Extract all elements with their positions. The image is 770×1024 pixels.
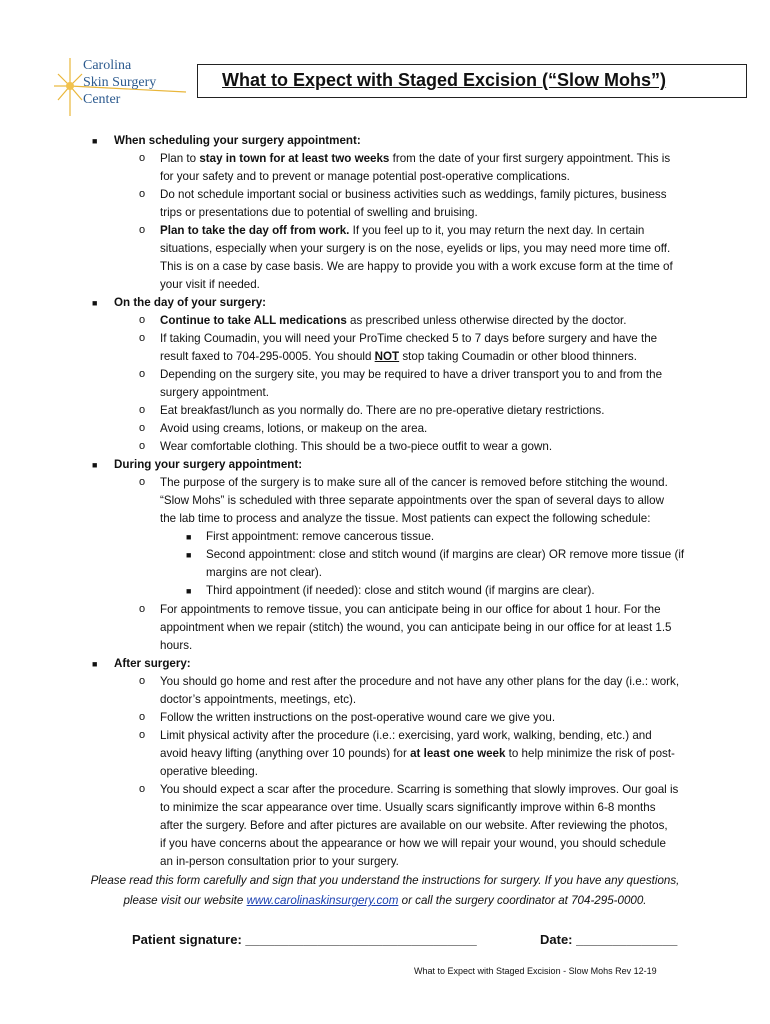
list-item: Avoid using creams, lotions, or makeup on the area. xyxy=(160,422,428,435)
list-item: Wear comfortable clothing. This should be a two-piece outfit to wear a gown. xyxy=(160,440,553,453)
date-field[interactable]: Date: ______________ xyxy=(540,932,678,947)
section-heading: After surgery: xyxy=(114,657,191,670)
list-item-cont: if you have concerns about the appearance or how we will repair your wound, you should schedule xyxy=(160,837,666,850)
list-item-cont: after the surgery. Before and after pictures are available on our website. After reviewing the photos, xyxy=(160,819,668,832)
website-link[interactable]: www.carolinaskinsurgery.com xyxy=(246,894,399,907)
list-item: You should expect a scar after the procedure. Scarring is something that slowly improves. Our goal is xyxy=(160,783,679,796)
bullet-icon: ■ xyxy=(92,659,98,669)
logo-line-1: Carolina xyxy=(83,58,132,73)
bullet-icon: ■ xyxy=(92,298,98,308)
logo-line-3: Center xyxy=(83,92,121,107)
patient-signature-field[interactable]: Patient signature: ________________________________ xyxy=(132,932,477,947)
sub-list-item-cont: margins are not clear). xyxy=(206,566,322,579)
logo-line-2: Skin Surgery xyxy=(83,75,157,90)
list-item: If taking Coumadin, you will need your ProTime checked 5 to 7 days before surgery and have the xyxy=(160,332,658,345)
list-item: Follow the written instructions on the post-operative wound care we give you. xyxy=(160,711,556,724)
circle-bullet-icon: o xyxy=(139,729,146,741)
circle-bullet-icon: o xyxy=(139,404,146,416)
sub-bullet-icon: ■ xyxy=(186,586,192,596)
list-item: Do not schedule important social or business activities such as weddings, family pictures, business xyxy=(160,188,667,201)
list-item-cont: “Slow Mohs” is scheduled with three separate appointments over the span of several days to allow xyxy=(160,494,664,507)
clinic-logo xyxy=(48,56,188,118)
circle-bullet-icon: o xyxy=(139,314,146,326)
circle-bullet-icon: o xyxy=(139,224,146,236)
list-item: You should go home and rest after the procedure and not have any other plans for the day (i.e.: work, xyxy=(160,675,680,688)
page-title: What to Expect with Staged Excision (“Slow Mohs”) xyxy=(222,70,667,90)
circle-bullet-icon: o xyxy=(139,152,146,164)
bullet-icon: ■ xyxy=(92,136,98,146)
list-item: For appointments to remove tissue, you can anticipate being in our office for about 1 hour. For the xyxy=(160,603,661,616)
circle-bullet-icon: o xyxy=(139,476,146,488)
section-heading: When scheduling your surgery appointment: xyxy=(114,134,361,147)
list-item: Plan to take the day off from work. If you feel up to it, you may return the next day. In certain xyxy=(160,224,645,237)
circle-bullet-icon: o xyxy=(139,332,146,344)
circle-bullet-icon: o xyxy=(139,603,146,615)
list-item-cont: an in-person consultation prior to your surgery. xyxy=(160,855,399,868)
list-item-cont: doctor’s appointments, meetings, etc). xyxy=(160,693,357,706)
closing-note-line-2: please visit our website www.carolinaskinsurgery.com or call the surgery coordinator at 704-295-0000. xyxy=(123,894,647,907)
list-item-cont: your visit if needed. xyxy=(160,278,260,291)
title-box xyxy=(197,64,747,98)
list-item-cont: result faxed to 704-295-0005. You should NOT stop taking Coumadin or other blood thinners. xyxy=(160,350,637,363)
list-item: The purpose of the surgery is to make sure all of the cancer is removed before stitching the wound. xyxy=(160,476,668,489)
section-heading: On the day of your surgery: xyxy=(114,296,267,309)
list-item-cont: avoid heavy lifting (anything over 10 pounds) for at least one week to help minimize the risk of post- xyxy=(160,747,675,760)
sub-bullet-icon: ■ xyxy=(186,550,192,560)
page-footer: What to Expect with Staged Excision - Slow Mohs Rev 12-19 xyxy=(414,966,657,976)
circle-bullet-icon: o xyxy=(139,440,146,452)
sub-list-item: Third appointment (if needed): close and stitch wound (if margins are clear). xyxy=(206,584,595,597)
list-item-cont: the lab time to process and analyze the tissue. Most patients can expect the following schedule: xyxy=(160,512,651,525)
list-item: Plan to stay in town for at least two weeks from the date of your first surgery appointment. This is xyxy=(160,152,671,165)
circle-bullet-icon: o xyxy=(139,675,146,687)
list-item-cont: appointment when we repair (stitch) the wound, you can anticipate being in our office for at least 1.5 xyxy=(160,621,672,634)
list-item: Depending on the surgery site, you may be required to have a driver transport you to and from the xyxy=(160,368,663,381)
list-item: Limit physical activity after the procedure (i.e.: exercising, yard work, walking, bending, etc.) and xyxy=(160,729,652,742)
circle-bullet-icon: o xyxy=(139,711,146,723)
list-item: Continue to take ALL medications as prescribed unless otherwise directed by the doctor. xyxy=(160,314,627,327)
list-item-cont: to minimize the scar appearance over time. Usually scars significantly improve within 6-8 months xyxy=(160,801,656,814)
list-item-cont: trips or presentations due to potential of swelling and bruising. xyxy=(160,206,478,219)
sub-list-item: Second appointment: close and stitch wound (if margins are clear) OR remove more tissue (if xyxy=(206,548,685,561)
list-item-cont: operative bleeding. xyxy=(160,765,258,778)
closing-note-line-1: Please read this form carefully and sign that you understand the instructions for surgery. If you have any questions, xyxy=(90,874,680,887)
list-item-cont: for your safety and to prevent or manage potential post-operative complications. xyxy=(160,170,570,183)
list-item-cont: situations, especially when your surgery is on the nose, eyelids or lips, you may need more time off. xyxy=(160,242,671,255)
list-item-cont: This is on a case by case basis. We are happy to provide you with a work excuse form at the time of xyxy=(160,260,673,273)
list-item: Eat breakfast/lunch as you normally do. There are no pre-operative dietary restrictions. xyxy=(160,404,605,417)
bullet-icon: ■ xyxy=(92,460,98,470)
list-item-cont: hours. xyxy=(160,639,193,652)
circle-bullet-icon: o xyxy=(139,422,146,434)
sub-list-item: First appointment: remove cancerous tissue. xyxy=(206,530,435,543)
sub-bullet-icon: ■ xyxy=(186,532,192,542)
circle-bullet-icon: o xyxy=(139,783,146,795)
section-heading: During your surgery appointment: xyxy=(114,458,303,471)
list-item-cont: surgery appointment. xyxy=(160,386,269,399)
circle-bullet-icon: o xyxy=(139,368,146,380)
circle-bullet-icon: o xyxy=(139,188,146,200)
